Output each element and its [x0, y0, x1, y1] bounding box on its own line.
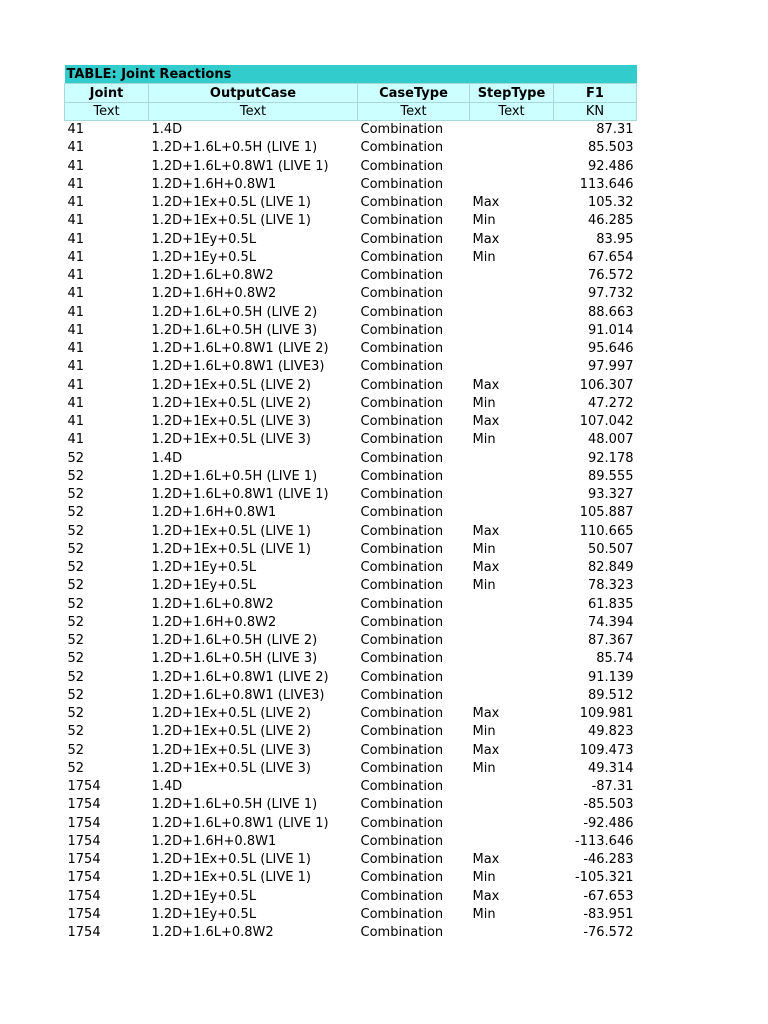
cell-casetype[interactable]: Combination: [360, 231, 444, 247]
column-header-steptype[interactable]: StepType: [470, 84, 554, 103]
cell-joint[interactable]: 52: [67, 596, 85, 612]
cell-steptype[interactable]: Min: [472, 213, 496, 229]
cell-f1[interactable]: 110.665: [579, 523, 634, 539]
cell-outputcase[interactable]: 1.2D+1.6L+0.8W1 (LIVE3): [151, 687, 325, 703]
cell-f1[interactable]: 85.503: [588, 140, 634, 156]
cell-steptype[interactable]: [470, 504, 554, 522]
cell-joint[interactable]: 41: [67, 395, 85, 411]
table-row: [65, 285, 637, 303]
cell-f1[interactable]: 105.32: [588, 195, 634, 211]
cell-outputcase[interactable]: 1.2D+1.6L+0.5H (LIVE 1): [151, 140, 318, 156]
cell-f1[interactable]: 107.042: [579, 414, 634, 430]
cell-casetype[interactable]: Combination: [360, 742, 444, 758]
cell-casetype[interactable]: Combination: [360, 669, 444, 685]
cell-casetype[interactable]: Combination: [360, 158, 444, 174]
cell-steptype[interactable]: [470, 267, 554, 285]
cell-steptype[interactable]: [470, 358, 554, 376]
cell-casetype[interactable]: Combination: [360, 560, 444, 576]
table-row: [65, 340, 637, 358]
cell-casetype[interactable]: Combination: [360, 140, 444, 156]
cell-steptype[interactable]: [470, 924, 554, 942]
cell-joint[interactable]: 1754: [67, 870, 101, 886]
cell-steptype[interactable]: [470, 796, 554, 814]
cell-casetype[interactable]: Combination: [360, 651, 444, 667]
cell-f1[interactable]: 92.178: [588, 450, 634, 466]
cell-casetype[interactable]: Combination: [360, 505, 444, 521]
cell-f1[interactable]: 46.285: [588, 213, 634, 229]
cell-steptype[interactable]: Min: [472, 578, 496, 594]
cell-casetype[interactable]: Combination: [360, 833, 444, 849]
cell-outputcase[interactable]: 1.2D+1.6H+0.8W1: [151, 505, 277, 521]
cell-joint[interactable]: 41: [67, 414, 85, 430]
cell-steptype[interactable]: [470, 687, 554, 705]
table-row: [65, 760, 637, 778]
table-row: [65, 650, 637, 668]
cell-casetype[interactable]: Combination: [360, 906, 444, 922]
cell-steptype[interactable]: [470, 450, 554, 468]
cell-steptype[interactable]: Max: [472, 523, 500, 539]
cell-outputcase[interactable]: 1.2D+1.6L+0.8W2: [151, 925, 274, 941]
cell-outputcase[interactable]: 1.2D+1.6L+0.5H (LIVE 2): [151, 304, 318, 320]
table-row: [65, 632, 637, 650]
cell-steptype[interactable]: Max: [472, 888, 500, 904]
cell-outputcase[interactable]: 1.2D+1.6L+0.8W2: [151, 268, 274, 284]
cell-f1[interactable]: 61.835: [588, 596, 634, 612]
cell-joint[interactable]: 41: [67, 304, 85, 320]
cell-joint[interactable]: 1754: [67, 925, 101, 941]
cell-f1[interactable]: -105.321: [575, 870, 634, 886]
cell-joint[interactable]: 41: [67, 286, 85, 302]
cell-steptype[interactable]: [470, 139, 554, 157]
table-row: [65, 669, 637, 687]
cell-joint[interactable]: 52: [67, 505, 85, 521]
cell-f1[interactable]: 78.323: [588, 578, 634, 594]
cell-joint[interactable]: 52: [67, 742, 85, 758]
cell-f1[interactable]: -113.646: [575, 833, 634, 849]
unit-casetype[interactable]: Text: [358, 103, 470, 121]
cell-outputcase[interactable]: 1.2D+1.6H+0.8W2: [151, 614, 277, 630]
cell-joint[interactable]: 41: [67, 122, 85, 138]
cell-f1[interactable]: -46.283: [583, 852, 634, 868]
cell-outputcase[interactable]: 1.2D+1.6L+0.5H (LIVE 3): [151, 322, 318, 338]
column-header-f1[interactable]: F1: [554, 84, 637, 103]
cell-casetype[interactable]: Combination: [360, 760, 444, 776]
cell-f1[interactable]: 82.849: [588, 560, 634, 576]
table-row: [65, 267, 637, 285]
cell-f1[interactable]: 97.997: [588, 359, 634, 375]
cell-outputcase[interactable]: 1.2D+1.6L+0.8W1 (LIVE 1): [151, 487, 329, 503]
unit-f1[interactable]: KN: [554, 103, 637, 121]
column-header-outputcase[interactable]: OutputCase: [149, 84, 358, 103]
cell-f1[interactable]: 85.74: [596, 651, 634, 667]
table-row: [65, 486, 637, 504]
table-row: [65, 559, 637, 577]
table-row: [65, 815, 637, 833]
table-row: [65, 723, 637, 741]
cell-joint[interactable]: 41: [67, 249, 85, 265]
cell-outputcase[interactable]: 1.2D+1Ex+0.5L (LIVE 2): [151, 377, 311, 393]
cell-steptype[interactable]: [470, 340, 554, 358]
cell-f1[interactable]: 50.507: [588, 541, 634, 557]
table-row: [65, 833, 637, 851]
cell-outputcase[interactable]: 1.2D+1.6H+0.8W2: [151, 286, 277, 302]
cell-joint[interactable]: 41: [67, 432, 85, 448]
cell-outputcase[interactable]: 1.2D+1.6L+0.5H (LIVE 2): [151, 633, 318, 649]
cell-f1[interactable]: 106.307: [579, 377, 634, 393]
cell-f1[interactable]: 89.555: [588, 468, 634, 484]
cell-steptype[interactable]: [470, 596, 554, 614]
cell-joint[interactable]: 52: [67, 633, 85, 649]
cell-joint[interactable]: 52: [67, 578, 85, 594]
table-title[interactable]: TABLE: Joint Reactions: [65, 65, 637, 84]
cell-joint[interactable]: 41: [67, 213, 85, 229]
cell-joint[interactable]: 52: [67, 468, 85, 484]
cell-f1[interactable]: 76.572: [588, 268, 634, 284]
cell-outputcase[interactable]: 1.2D+1.6L+0.8W2: [151, 596, 274, 612]
cell-joint[interactable]: 52: [67, 614, 85, 630]
column-header-joint[interactable]: Joint: [65, 84, 149, 103]
cell-joint[interactable]: 52: [67, 487, 85, 503]
cell-steptype[interactable]: Max: [472, 195, 500, 211]
cell-joint[interactable]: 52: [67, 669, 85, 685]
table-row: [65, 888, 637, 906]
cell-outputcase[interactable]: 1.2D+1Ex+0.5L (LIVE 3): [151, 742, 311, 758]
cell-casetype[interactable]: Combination: [360, 359, 444, 375]
cell-outputcase[interactable]: 1.4D: [151, 779, 183, 795]
cell-steptype[interactable]: [470, 486, 554, 504]
cell-casetype[interactable]: Combination: [360, 706, 444, 722]
cell-casetype[interactable]: Combination: [360, 596, 444, 612]
cell-f1[interactable]: 109.981: [579, 706, 634, 722]
column-header-casetype[interactable]: CaseType: [358, 84, 470, 103]
cell-steptype[interactable]: [470, 322, 554, 340]
table-row: [65, 742, 637, 760]
cell-f1[interactable]: 74.394: [588, 614, 634, 630]
table-row: [65, 249, 637, 267]
cell-f1[interactable]: 48.007: [588, 432, 634, 448]
joint-reactions-sheet: [64, 65, 636, 942]
cell-joint[interactable]: 41: [67, 341, 85, 357]
cell-casetype[interactable]: Combination: [360, 213, 444, 229]
cell-joint[interactable]: 52: [67, 541, 85, 557]
cell-casetype[interactable]: Combination: [360, 176, 444, 192]
cell-casetype[interactable]: Combination: [360, 286, 444, 302]
table-row: [65, 231, 637, 249]
cell-steptype[interactable]: [470, 669, 554, 687]
table-row: [65, 450, 637, 468]
cell-steptype[interactable]: Min: [472, 870, 496, 886]
cell-steptype[interactable]: Min: [472, 541, 496, 557]
cell-steptype[interactable]: Max: [472, 231, 500, 247]
cell-casetype[interactable]: Combination: [360, 414, 444, 430]
table-body: [65, 121, 637, 943]
cell-steptype[interactable]: Min: [472, 760, 496, 776]
table-row: [65, 851, 637, 869]
cell-steptype[interactable]: [470, 650, 554, 668]
cell-f1[interactable]: 93.327: [588, 487, 634, 503]
cell-f1[interactable]: 88.663: [588, 304, 634, 320]
cell-joint[interactable]: 1754: [67, 833, 101, 849]
cell-outputcase[interactable]: 1.2D+1Ex+0.5L (LIVE 3): [151, 432, 311, 448]
cell-outputcase[interactable]: 1.2D+1Ey+0.5L: [151, 231, 257, 247]
cell-casetype[interactable]: Combination: [360, 395, 444, 411]
cell-joint[interactable]: 41: [67, 231, 85, 247]
cell-outputcase[interactable]: 1.2D+1Ex+0.5L (LIVE 1): [151, 523, 311, 539]
cell-joint[interactable]: 52: [67, 651, 85, 667]
cell-f1[interactable]: 109.473: [579, 742, 634, 758]
cell-outputcase[interactable]: 1.2D+1.6L+0.5H (LIVE 1): [151, 797, 318, 813]
table-row: [65, 705, 637, 723]
cell-steptype[interactable]: Min: [472, 249, 496, 265]
cell-casetype[interactable]: Combination: [360, 541, 444, 557]
cell-outputcase[interactable]: 1.2D+1Ex+0.5L (LIVE 1): [151, 541, 311, 557]
table-row: [65, 176, 637, 194]
table-row: [65, 778, 637, 796]
unit-joint[interactable]: Text: [65, 103, 149, 121]
cell-steptype[interactable]: Min: [472, 724, 496, 740]
cell-steptype[interactable]: [470, 285, 554, 303]
cell-outputcase[interactable]: 1.2D+1.6L+0.5H (LIVE 3): [151, 651, 318, 667]
cell-outputcase[interactable]: 1.2D+1.6L+0.8W1 (LIVE 2): [151, 669, 329, 685]
cell-steptype[interactable]: Max: [472, 742, 500, 758]
cell-outputcase[interactable]: 1.2D+1Ex+0.5L (LIVE 2): [151, 395, 311, 411]
cell-steptype[interactable]: Max: [472, 414, 500, 430]
cell-casetype[interactable]: Combination: [360, 724, 444, 740]
column-header-row: [65, 84, 637, 103]
cell-casetype[interactable]: Combination: [360, 870, 444, 886]
cell-joint[interactable]: 41: [67, 377, 85, 393]
cell-outputcase[interactable]: 1.2D+1.6L+0.5H (LIVE 1): [151, 468, 318, 484]
table-row: [65, 121, 637, 140]
cell-steptype[interactable]: Min: [472, 432, 496, 448]
cell-joint[interactable]: 52: [67, 560, 85, 576]
cell-outputcase[interactable]: 1.4D: [151, 122, 183, 138]
cell-outputcase[interactable]: 1.2D+1Ey+0.5L: [151, 560, 257, 576]
cell-f1[interactable]: 97.732: [588, 286, 634, 302]
table-row: [65, 194, 637, 212]
cell-joint[interactable]: 1754: [67, 852, 101, 868]
cell-steptype[interactable]: Min: [472, 395, 496, 411]
table-row: [65, 523, 637, 541]
cell-joint[interactable]: 41: [67, 158, 85, 174]
cell-outputcase[interactable]: 1.2D+1Ex+0.5L (LIVE 3): [151, 414, 311, 430]
table-row: [65, 924, 637, 942]
cell-casetype[interactable]: Combination: [360, 195, 444, 211]
cell-outputcase[interactable]: 1.2D+1Ex+0.5L (LIVE 3): [151, 760, 311, 776]
cell-casetype[interactable]: Combination: [360, 523, 444, 539]
cell-joint[interactable]: 52: [67, 687, 85, 703]
table-row: [65, 687, 637, 705]
cell-f1[interactable]: 105.887: [579, 505, 634, 521]
cell-joint[interactable]: 41: [67, 322, 85, 338]
cell-casetype[interactable]: Combination: [360, 687, 444, 703]
cell-f1[interactable]: 91.139: [588, 669, 634, 685]
cell-outputcase[interactable]: 1.2D+1.6H+0.8W1: [151, 833, 277, 849]
cell-joint[interactable]: 1754: [67, 779, 101, 795]
cell-joint[interactable]: 41: [67, 195, 85, 211]
cell-joint[interactable]: 1754: [67, 815, 101, 831]
cell-outputcase[interactable]: 1.2D+1Ey+0.5L: [151, 888, 257, 904]
cell-joint[interactable]: 52: [67, 724, 85, 740]
cell-joint[interactable]: 41: [67, 268, 85, 284]
cell-steptype[interactable]: Max: [472, 706, 500, 722]
cell-casetype[interactable]: Combination: [360, 249, 444, 265]
cell-outputcase[interactable]: 1.2D+1.6L+0.8W1 (LIVE 2): [151, 341, 329, 357]
table-row: [65, 614, 637, 632]
cell-steptype[interactable]: [470, 121, 554, 140]
table-row: [65, 869, 637, 887]
cell-outputcase[interactable]: 1.2D+1Ex+0.5L (LIVE 1): [151, 870, 311, 886]
table-row: [65, 212, 637, 230]
cell-casetype[interactable]: Combination: [360, 925, 444, 941]
cell-casetype[interactable]: Combination: [360, 377, 444, 393]
cell-joint[interactable]: 52: [67, 706, 85, 722]
cell-steptype[interactable]: [470, 176, 554, 194]
table-row: [65, 322, 637, 340]
cell-f1[interactable]: 113.646: [579, 176, 634, 192]
cell-casetype[interactable]: Combination: [360, 779, 444, 795]
cell-steptype[interactable]: Max: [472, 377, 500, 393]
units-row: [65, 103, 637, 121]
cell-joint[interactable]: 1754: [67, 888, 101, 904]
cell-steptype[interactable]: Max: [472, 560, 500, 576]
table-row: [65, 358, 637, 376]
cell-outputcase[interactable]: 1.2D+1.6L+0.8W1 (LIVE 1): [151, 815, 329, 831]
cell-casetype[interactable]: Combination: [360, 797, 444, 813]
table-row: [65, 796, 637, 814]
cell-outputcase[interactable]: 1.2D+1Ex+0.5L (LIVE 2): [151, 724, 311, 740]
cell-outputcase[interactable]: 1.2D+1Ex+0.5L (LIVE 1): [151, 213, 311, 229]
cell-joint[interactable]: 1754: [67, 906, 101, 922]
table-row: [65, 431, 637, 449]
cell-joint[interactable]: 52: [67, 450, 85, 466]
table-row: [65, 413, 637, 431]
cell-f1[interactable]: 87.367: [588, 633, 634, 649]
unit-outputcase[interactable]: Text: [149, 103, 358, 121]
cell-f1[interactable]: 49.823: [588, 724, 634, 740]
cell-outputcase[interactable]: 1.2D+1Ex+0.5L (LIVE 1): [151, 852, 311, 868]
cell-outputcase[interactable]: 1.2D+1.6L+0.8W1 (LIVE3): [151, 359, 325, 375]
table-row: [65, 139, 637, 157]
unit-steptype[interactable]: Text: [470, 103, 554, 121]
table-row: [65, 906, 637, 924]
cell-casetype[interactable]: Combination: [360, 468, 444, 484]
cell-steptype[interactable]: [470, 632, 554, 650]
table-row: [65, 577, 637, 595]
table-row: [65, 504, 637, 522]
cell-outputcase[interactable]: 1.2D+1Ey+0.5L: [151, 906, 257, 922]
cell-joint[interactable]: 41: [67, 176, 85, 192]
table-row: [65, 304, 637, 322]
cell-outputcase[interactable]: 1.2D+1Ex+0.5L (LIVE 1): [151, 195, 311, 211]
cell-casetype[interactable]: Combination: [360, 450, 444, 466]
cell-casetype[interactable]: Combination: [360, 341, 444, 357]
cell-outputcase[interactable]: 1.2D+1.6H+0.8W1: [151, 176, 277, 192]
cell-f1[interactable]: 47.272: [588, 395, 634, 411]
table-row: [65, 468, 637, 486]
cell-casetype[interactable]: Combination: [360, 304, 444, 320]
cell-joint[interactable]: 52: [67, 760, 85, 776]
cell-f1[interactable]: -85.503: [583, 797, 634, 813]
cell-f1[interactable]: -92.486: [583, 815, 634, 831]
table-title-row: [65, 65, 637, 84]
cell-f1[interactable]: 91.014: [588, 322, 634, 338]
cell-f1[interactable]: 87.31: [596, 122, 634, 138]
cell-casetype[interactable]: Combination: [360, 852, 444, 868]
cell-joint[interactable]: 1754: [67, 797, 101, 813]
table-row: [65, 395, 637, 413]
cell-casetype[interactable]: Combination: [360, 487, 444, 503]
cell-casetype[interactable]: Combination: [360, 122, 444, 138]
cell-f1[interactable]: -67.653: [583, 888, 634, 904]
cell-f1[interactable]: 92.486: [588, 158, 634, 174]
table-row: [65, 596, 637, 614]
cell-f1[interactable]: 49.314: [588, 760, 634, 776]
cell-outputcase[interactable]: 1.2D+1Ex+0.5L (LIVE 2): [151, 706, 311, 722]
cell-steptype[interactable]: [470, 833, 554, 851]
cell-joint[interactable]: 41: [67, 359, 85, 375]
cell-joint[interactable]: 52: [67, 523, 85, 539]
table-row: [65, 541, 637, 559]
cell-outputcase[interactable]: 1.2D+1Ey+0.5L: [151, 249, 257, 265]
cell-outputcase[interactable]: 1.4D: [151, 450, 183, 466]
cell-f1[interactable]: 95.646: [588, 341, 634, 357]
joint-reactions-table: [64, 65, 637, 942]
cell-casetype[interactable]: Combination: [360, 888, 444, 904]
cell-steptype[interactable]: [470, 158, 554, 176]
cell-f1[interactable]: -83.951: [583, 906, 634, 922]
cell-casetype[interactable]: Combination: [360, 614, 444, 630]
cell-steptype[interactable]: [470, 468, 554, 486]
cell-outputcase[interactable]: 1.2D+1Ey+0.5L: [151, 578, 257, 594]
cell-joint[interactable]: 41: [67, 140, 85, 156]
cell-outputcase[interactable]: 1.2D+1.6L+0.8W1 (LIVE 1): [151, 158, 329, 174]
cell-casetype[interactable]: Combination: [360, 815, 444, 831]
cell-steptype[interactable]: [470, 304, 554, 322]
cell-steptype[interactable]: Min: [472, 906, 496, 922]
table-row: [65, 158, 637, 176]
cell-steptype[interactable]: Max: [472, 852, 500, 868]
cell-f1[interactable]: -87.31: [591, 779, 634, 795]
cell-f1[interactable]: 83.95: [596, 231, 634, 247]
cell-f1[interactable]: 67.654: [588, 249, 634, 265]
cell-casetype[interactable]: Combination: [360, 633, 444, 649]
table-row: [65, 377, 637, 395]
cell-casetype[interactable]: Combination: [360, 432, 444, 448]
cell-casetype[interactable]: Combination: [360, 322, 444, 338]
cell-steptype[interactable]: [470, 614, 554, 632]
cell-casetype[interactable]: Combination: [360, 268, 444, 284]
cell-steptype[interactable]: [470, 815, 554, 833]
cell-f1[interactable]: 89.512: [588, 687, 634, 703]
cell-steptype[interactable]: [470, 778, 554, 796]
cell-casetype[interactable]: Combination: [360, 578, 444, 594]
cell-f1[interactable]: -76.572: [583, 925, 634, 941]
